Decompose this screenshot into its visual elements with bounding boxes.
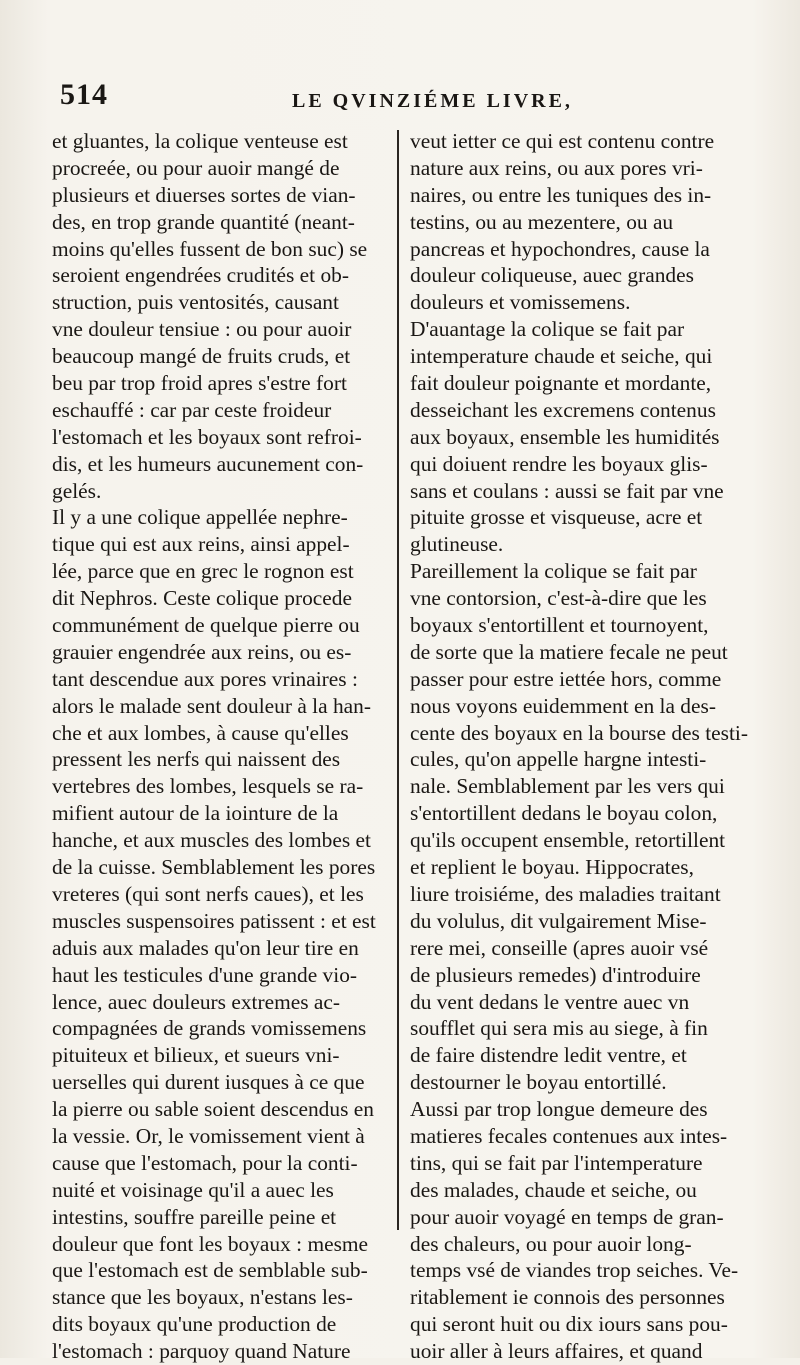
text-line: testins, ou au mezentere, ou au (410, 209, 674, 234)
text-line: vertebres des lombes, lesquels se ra- (52, 774, 364, 799)
text-line: et gluantes, la colique venteuse est (52, 129, 348, 153)
text-line: et replient le boyau. Hippocrates, (410, 855, 694, 880)
text-line: nature aux reins, ou aux pores vri- (410, 155, 703, 180)
text-line: nous voyons euidemment en la des- (410, 693, 716, 718)
text-line: compagnées de grands vomissemens (52, 1016, 367, 1041)
text-line: la pierre ou sable soient descendus en (52, 1097, 374, 1122)
text-line: des, en trop grande quantité (neant- (52, 209, 355, 234)
text-line: la vessie. Or, le vomissement vient à (52, 1123, 365, 1148)
text-line: des chaleurs, ou pour auoir long- (410, 1231, 692, 1256)
text-line: qui seront huit ou dix iours sans pou- (410, 1312, 728, 1337)
text-line: s'entortillent dedans le boyau colon, (410, 801, 718, 826)
text-line: des malades, chaude et seiche, ou (410, 1177, 697, 1202)
text-line: nuité et voisinage qu'il a auec les (52, 1177, 334, 1202)
page-number: 514 (60, 78, 108, 111)
text-line: sans et coulans : aussi se fait par vne (410, 478, 724, 503)
text-line: destourner le boyau entortillé. (410, 1070, 667, 1095)
text-line: l'estomach et les boyaux sont refroi- (52, 424, 362, 449)
text-line: uoir aller à leurs affaires, et quand (410, 1339, 703, 1364)
text-line: matieres fecales contenues aux intes- (410, 1123, 728, 1148)
text-line: D'auantage la colique se fait par (410, 317, 685, 342)
text-line: nale. Semblablement par les vers qui (410, 774, 725, 799)
text-line: liure troisiéme, des maladies traitant (410, 881, 721, 906)
text-line: plusieurs et diuerses sortes de vian- (52, 182, 356, 207)
column-divider (397, 130, 399, 1230)
text-line: grauier engendrée aux reins, ou es- (52, 639, 352, 664)
text-line: douleur que font les boyaux : mesme (52, 1231, 369, 1256)
text-line: passer pour estre iettée hors, comme (410, 666, 722, 691)
text-line: moins qu'elles fussent de bon suc) se (52, 236, 368, 261)
text-line: beaucoup mangé de fruits cruds, et (52, 344, 351, 369)
left-text-column (52, 128, 392, 1365)
text-line: seroient engendrées crudités et ob- (52, 263, 349, 288)
text-line: douleurs et vomissemens. (410, 290, 631, 315)
text-line: desseichant les excremens contenus (410, 397, 716, 422)
text-line: haut les testicules d'une grande vio- (52, 962, 358, 987)
text-line: de la cuisse. Semblablement les pores (52, 855, 376, 880)
text-line: de sorte que la matiere fecale ne peut (410, 639, 728, 664)
text-line: de plusieurs remedes) d'introduire (410, 962, 701, 987)
right-text-column (410, 128, 760, 1365)
text-line: du volulus, dit vulgairement Mise- (410, 908, 707, 933)
text-line: stance que les boyaux, n'estans les- (52, 1285, 353, 1310)
text-line: dis, et les humeurs aucunement con- (52, 451, 364, 476)
page-header (52, 78, 752, 118)
text-line: Il y a une colique appellée nephre- (52, 505, 348, 530)
text-line: ritablement ie connois des personnes (410, 1285, 725, 1310)
text-line: boyaux s'entortillent et tournoyent, (410, 613, 709, 638)
text-line: de faire distendre ledit ventre, et (410, 1043, 687, 1068)
text-line: eschauffé : car par ceste froideur (52, 397, 332, 422)
text-line: temps vsé de viandes trop seiches. Ve- (410, 1258, 739, 1283)
text-line: vreteres (qui sont nerfs caues), et les (52, 881, 364, 906)
text-line: du vent dedans le ventre auec vn (410, 989, 690, 1014)
running-title: LE QVINZIÉME LIVRE, (292, 90, 573, 112)
text-line: aux boyaux, ensemble les humidités (410, 424, 720, 449)
text-line: struction, puis ventosités, causant (52, 290, 339, 315)
text-line: tins, qui se fait par l'intemperature (410, 1150, 703, 1175)
text-line: intemperature chaude et seiche, qui (410, 344, 713, 369)
text-line: pituite grosse et visqueuse, acre et (410, 505, 703, 530)
text-line: cules, qu'on appelle hargne intesti- (410, 747, 707, 772)
text-line: pituiteux et bilieux, et sueurs vni- (52, 1043, 340, 1068)
text-line: intestins, souffre pareille peine et (52, 1204, 337, 1229)
text-line: que l'estomach est de semblable sub- (52, 1258, 368, 1283)
text-line: cause que l'estomach, pour la conti- (52, 1150, 358, 1175)
text-line: alors le malade sent douleur à la han- (52, 693, 371, 718)
text-line: lée, parce que en grec le rognon est (52, 559, 354, 584)
text-line: fait douleur poignante et mordante, (410, 371, 712, 396)
text-line: gelés. (52, 478, 102, 503)
text-line: uerselles qui durent iusques à ce que (52, 1070, 365, 1095)
text-line: muscles suspensoires patissent : et est (52, 908, 376, 933)
text-line: communément de quelque pierre ou (52, 613, 360, 638)
text-line: veut ietter ce qui est contenu contre (410, 129, 715, 153)
text-line: l'estomach : parquoy quand Nature (52, 1339, 351, 1364)
text-line: Aussi par trop longue demeure des (410, 1097, 708, 1122)
text-line: lence, auec douleurs extremes ac- (52, 989, 341, 1014)
text-line: pour auoir voyagé en temps de gran- (410, 1204, 724, 1229)
text-line: glutineuse. (410, 532, 504, 557)
text-line: dit Nephros. Ceste colique procede (52, 586, 352, 611)
text-line: mifient autour de la iointure de la (52, 801, 339, 826)
text-line: pancreas et hypochondres, cause la (410, 236, 710, 261)
text-line: naires, ou entre les tuniques des in- (410, 182, 712, 207)
text-line: dits boyaux qu'une production de (52, 1312, 337, 1337)
text-line: beu par trop froid apres s'estre fort (52, 371, 347, 396)
text-line: qui doiuent rendre les boyaux glis- (410, 451, 708, 476)
text-line: qu'ils occupent ensemble, retortillent (410, 828, 726, 853)
text-line: cente des boyaux en la bourse des testi- (410, 720, 748, 745)
text-line: rere mei, conseille (apres auoir vsé (410, 935, 709, 960)
text-line: douleur coliqueuse, auec grandes (410, 263, 694, 288)
text-line: Pareillement la colique se fait par (410, 559, 697, 584)
text-line: tique qui est aux reins, ainsi appel- (52, 532, 350, 557)
text-line: vne contorsion, c'est-à-dire que les (410, 586, 707, 611)
text-line: vne douleur tensiue : ou pour auoir (52, 317, 352, 342)
text-line: procreée, ou pour auoir mangé de (52, 155, 340, 180)
text-line: tant descendue aux pores vrinaires : (52, 666, 358, 691)
text-line: hanche, et aux muscles des lombes et (52, 828, 371, 853)
text-line: soufflet qui sera mis au siege, à fin (410, 1016, 708, 1041)
text-line: aduis aux malades qu'on leur tire en (52, 935, 359, 960)
text-line: che et aux lombes, à cause qu'elles (52, 720, 349, 745)
text-line: pressent les nerfs qui naissent des (52, 747, 341, 772)
